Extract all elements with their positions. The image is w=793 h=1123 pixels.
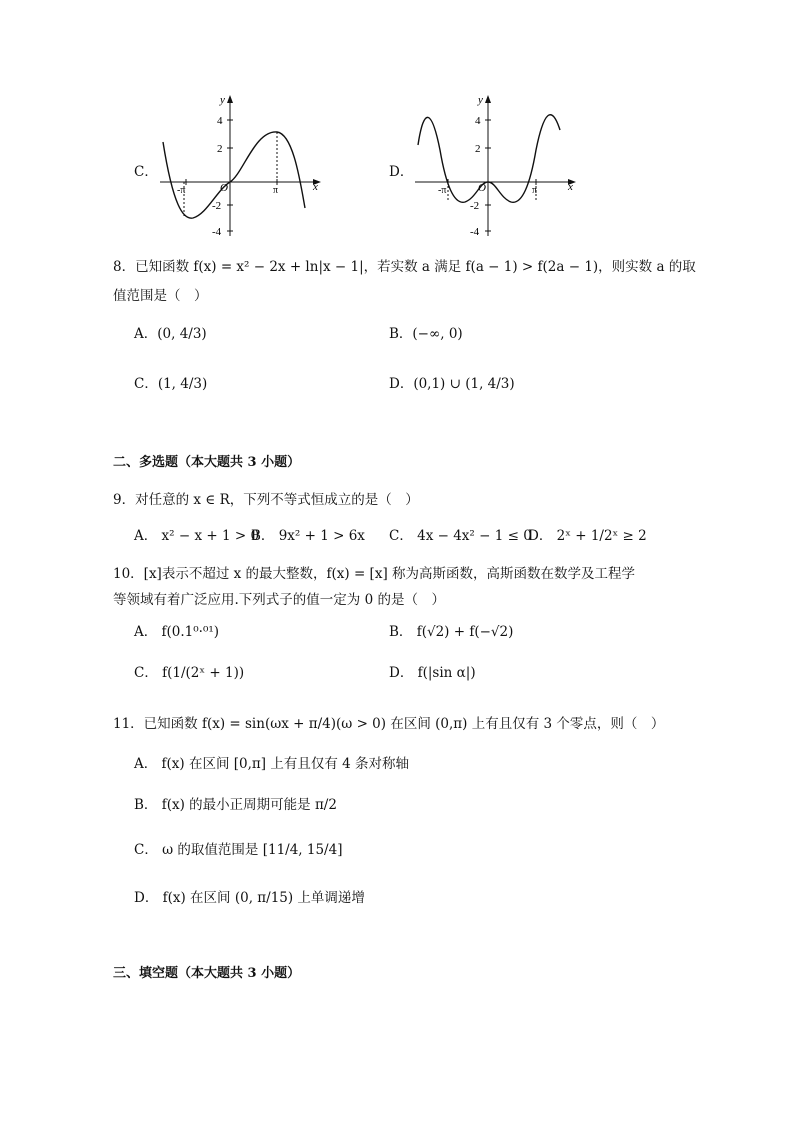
q9-stem: 9．对任意的 x ∈ R，下列不等式恒成立的是（ ） (113, 492, 419, 508)
graph-c (155, 90, 330, 240)
graph-d-ytick: 2 (475, 143, 481, 155)
graph-d-ylabel: y (478, 94, 483, 106)
graph-c-ytick: 2 (217, 143, 223, 155)
q9-option-c: C． 4x − 4x² − 1 ≤ 0 (389, 528, 532, 544)
graph-d-ytick: 4 (475, 115, 481, 127)
graph-d-label: D． (389, 164, 414, 180)
graph-d-xtick: -π (438, 185, 447, 196)
q8-option-d: D．(0,1) ∪ (1, 4/3) (389, 376, 515, 392)
graph-d-xlabel: x (568, 181, 573, 193)
q10-option-d: D． f(|sin α|) (389, 665, 476, 681)
section-heading-multi-choice: 二、多选题（本大题共 3 小题） (113, 455, 301, 470)
q11-option-a: A． f(x) 在区间 [0,π] 上有且仅有 4 条对称轴 (134, 756, 410, 772)
q10-option-b: B． f(√2) + f(−√2) (389, 624, 514, 640)
section-heading-fill-in: 三、填空题（本大题共 3 小题） (113, 966, 301, 981)
q8-option-c: C．(1, 4/3) (134, 376, 208, 392)
q9-option-b: B． 9x² + 1 > 6x (251, 528, 365, 544)
graph-d-ytick: -2 (470, 200, 480, 212)
graph-c-label: C． (134, 164, 158, 180)
graph-d (410, 90, 585, 240)
q8-stem-line1: 8．已知函数 f(x) = x² − 2x + ln|x − 1|，若实数 a 满足 f(a − 1) > f(2a − 1)，则实数 a 的取 (113, 259, 696, 275)
graph-d-xtick: π (532, 185, 538, 196)
q11-option-d: D． f(x) 在区间 (0, π/15) 上单调递增 (134, 890, 365, 906)
q11-option-b: B． f(x) 的最小正周期可能是 π/2 (134, 797, 337, 813)
q8-option-b: B．(−∞, 0) (389, 326, 463, 342)
q10-stem-line1: 10．[x]表示不超过 x 的最大整数，f(x) = [x] 称为高斯函数，高斯函数在数学及工程学 (113, 566, 635, 582)
q10-option-c: C． f(1/(2ˣ + 1)) (134, 665, 245, 681)
graph-d-ytick: -4 (470, 226, 480, 238)
q11-option-c: C． ω 的取值范围是 [11/4, 15/4] (134, 842, 343, 858)
graph-c-ytick: 4 (217, 115, 223, 127)
graph-d-origin: O (478, 182, 486, 194)
graph-c-ylabel: y (220, 94, 225, 106)
q9-option-a: A． x² − x + 1 > 0 (134, 528, 260, 544)
q9-option-d: D． 2ˣ + 1/2ˣ ≥ 2 (528, 528, 647, 544)
graph-c-ytick: -2 (212, 200, 222, 212)
graph-c-xtick: -π (177, 185, 186, 196)
q8-option-a: A．(0, 4/3) (134, 326, 207, 342)
q10-stem-line2: 等领域有着广泛应用.下列式子的值一定为 0 的是（ ） (113, 592, 445, 608)
q10-option-a: A． f(0.1⁰·⁰¹) (134, 624, 220, 640)
q8-stem-line2: 值范围是（ ） (113, 288, 208, 304)
graph-c-origin: O (220, 182, 228, 194)
graph-c-ytick: -4 (212, 226, 222, 238)
graph-c-xtick: π (273, 185, 279, 196)
q11-stem: 11．已知函数 f(x) = sin(ωx + π/4)(ω > 0) 在区间 (0,π) 上有且仅有 3 个零点，则（ ） (113, 716, 665, 732)
graph-c-xlabel: x (313, 181, 318, 193)
